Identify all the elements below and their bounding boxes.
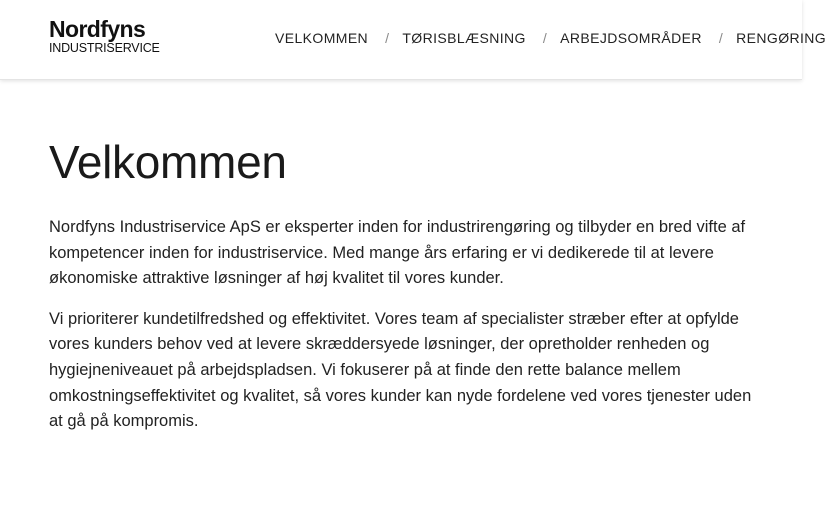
- nav-item-rengoring[interactable]: RENGØRING: [736, 30, 826, 46]
- body-paragraph: Vi prioriterer kundetilfredshed og effektivitet. Vores team af specialister stræber efter at opfylde vores kunders behov ved at levere skræddersyede løsninger, der opretholder renheden og hygiejneniveauet på arbejdspladsen. Vi fokuserer på at finde den rette balance mellem omkostningseffektivitet og kvalitet, så vores kunder kan nyde fordelene ved vores tjenester uden at gå på kompromis.: [49, 309, 752, 431]
- logo-wordmark: Nordfyns: [49, 16, 146, 42]
- page-title: Velkommen: [49, 136, 287, 188]
- main-navigation: [275, 30, 826, 46]
- main-content: [49, 134, 759, 435]
- intro-paragraph: Nordfyns Industriservice ApS er eksperter inden for industrirengøring og tilbyder en bred vifte af kompetencer inden for industriservice. Med mange års erfaring er vi dedikerede til at levere økonomiske attraktive løsninger af høj kvalitet til vores kunder.: [49, 218, 746, 288]
- nav-item-arbejdsomraader[interactable]: ARBEJDSOMRÅDER: [560, 30, 702, 46]
- nav-separator: /: [718, 30, 724, 46]
- site-header: [0, 0, 826, 80]
- site-logo[interactable]: [49, 18, 160, 55]
- nav-separator: /: [542, 30, 548, 46]
- logo-tagline: INDUSTRISERVICE: [49, 41, 160, 55]
- nav-separator: /: [385, 30, 390, 46]
- nav-item-velkommen[interactable]: VELKOMMEN: [275, 30, 369, 46]
- nav-item-torisblaesning[interactable]: TØRISBLÆSNING: [402, 30, 526, 46]
